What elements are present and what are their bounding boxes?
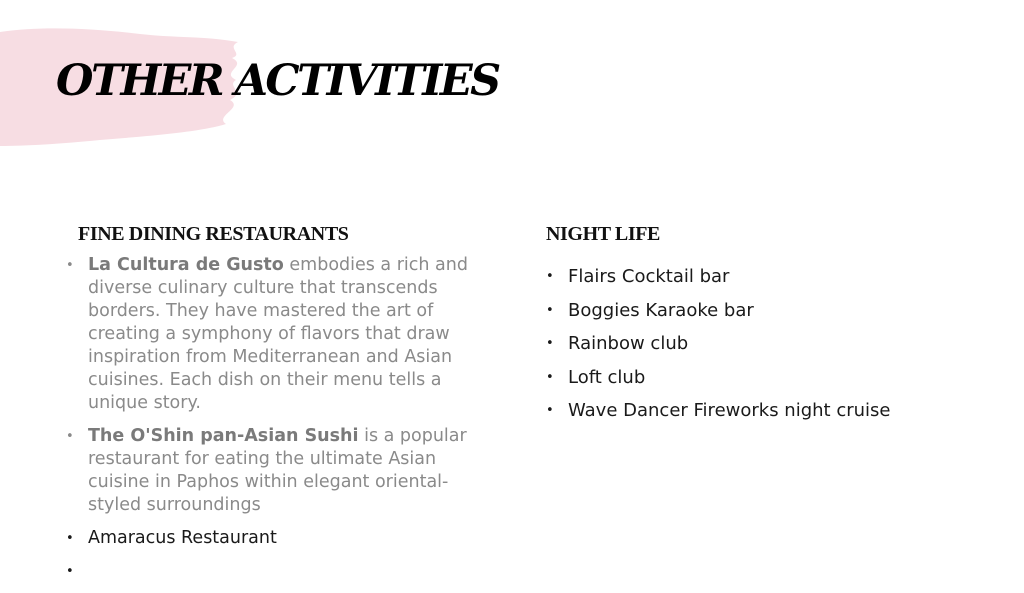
venue-name: Wave Dancer Fireworks night cruise: [568, 400, 891, 422]
list-item: [66, 527, 486, 550]
fine-dining-list: [66, 254, 486, 593]
bullet: •: [546, 369, 554, 385]
venue-name: Rainbow club: [568, 333, 689, 355]
restaurant-name: The O'Shin pan-Asian Sushi: [88, 426, 359, 446]
bullet: •: [66, 429, 74, 444]
list-item: [546, 300, 986, 322]
restaurant-name: La Cultura de Gusto: [88, 255, 284, 275]
slide-title: OTHER ACTIVITIES: [56, 56, 499, 106]
bullet: •: [546, 302, 554, 318]
list-item: [546, 333, 986, 355]
list-item: [66, 425, 486, 517]
bullet: •: [66, 564, 74, 579]
list-item: [546, 367, 986, 389]
venue-name: Flairs Cocktail bar: [568, 266, 730, 287]
list-item: [66, 254, 486, 415]
bullet: •: [546, 403, 554, 419]
list-item: [66, 560, 486, 583]
night-life-heading: NIGHT LIFE: [546, 223, 660, 245]
fine-dining-heading: FINE DINING RESTAURANTS: [78, 223, 349, 245]
restaurant-name: Amaracus Restaurant: [88, 528, 277, 548]
night-life-list: [546, 266, 986, 434]
bullet: •: [546, 269, 554, 284]
list-item: [546, 400, 986, 422]
bullet: •: [546, 336, 554, 352]
list-item: [546, 266, 986, 288]
restaurant-description: embodies a rich and diverse culinary culture that transcends borders. They have mastered the art of creating a symphony of flavors that draw inspiration from Mediterranean and Asian cuisines. Each dish on their menu tells a unique story.: [88, 255, 468, 413]
restaurant-description: is a popular restaurant for eating the ultimate Asian cuisine in Paphos within elegant oriental-styled surroundings: [88, 426, 467, 515]
venue-name: Boggies Karaoke bar: [568, 299, 754, 321]
bullet: •: [66, 258, 74, 273]
bullet: •: [66, 531, 74, 546]
venue-name: Loft club: [568, 366, 646, 388]
